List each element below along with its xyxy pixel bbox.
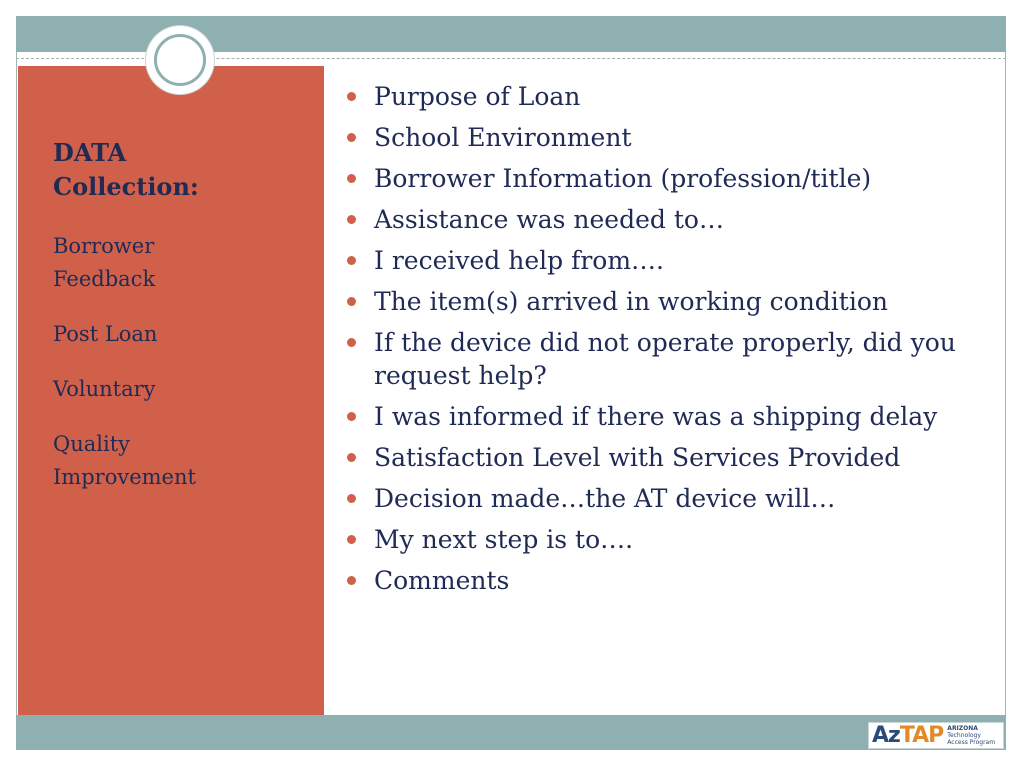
bullet-item bbox=[345, 523, 995, 556]
circle-ornament-inner bbox=[154, 34, 206, 86]
side-item-line: Feedback bbox=[53, 267, 156, 291]
bullet-item bbox=[345, 564, 995, 597]
bullet-item bbox=[345, 80, 995, 113]
bullet-text: School Environment bbox=[374, 123, 632, 152]
bullet-list bbox=[345, 80, 995, 605]
bullet-text: Satisfaction Level with Services Provided bbox=[374, 443, 901, 472]
bullet-text: Decision made…the AT device will… bbox=[374, 484, 836, 513]
circle-ornament-icon bbox=[146, 26, 214, 94]
bottom-band bbox=[16, 715, 1006, 750]
bullet-dot-icon bbox=[347, 494, 356, 503]
aztap-logo-text bbox=[943, 725, 995, 746]
bullet-item bbox=[345, 244, 995, 277]
bullet-item bbox=[345, 482, 995, 515]
bullet-dot-icon bbox=[347, 215, 356, 224]
bullet-item bbox=[345, 441, 995, 474]
bullet-dot-icon bbox=[347, 453, 356, 462]
bullet-dot-icon bbox=[347, 412, 356, 421]
bullet-text: My next step is to…. bbox=[374, 525, 634, 554]
bullet-item bbox=[345, 121, 995, 154]
aztap-logo bbox=[868, 722, 1004, 749]
bullet-text: The item(s) arrived in working condition bbox=[374, 287, 889, 316]
side-items bbox=[53, 230, 313, 516]
bullet-dot-icon bbox=[347, 174, 356, 183]
logo-line: ARIZONA bbox=[947, 725, 978, 732]
bullet-text: If the device did not operate properly, did you request help? bbox=[374, 328, 956, 390]
bullet-dot-icon bbox=[347, 92, 356, 101]
side-item bbox=[53, 230, 313, 296]
side-title bbox=[53, 136, 313, 204]
bullet-dot-icon bbox=[347, 297, 356, 306]
side-item-line: Quality bbox=[53, 432, 130, 456]
bullet-text: Borrower Information (profession/title) bbox=[374, 164, 872, 193]
bullet-text: Purpose of Loan bbox=[374, 82, 581, 111]
bullet-text: I received help from…. bbox=[374, 246, 664, 275]
bullet-dot-icon bbox=[347, 256, 356, 265]
bullet-item bbox=[345, 326, 995, 392]
logo-mark-az: Az bbox=[872, 723, 900, 748]
bullet-text: I was informed if there was a shipping delay bbox=[374, 402, 938, 431]
bullet-dot-icon bbox=[347, 338, 356, 347]
logo-line: Technology bbox=[947, 732, 981, 739]
side-item bbox=[53, 428, 313, 494]
logo-mark-tap: TAP bbox=[899, 723, 944, 748]
bullet-text: Assistance was needed to… bbox=[374, 205, 724, 234]
side-title-line2: Collection: bbox=[53, 172, 199, 201]
side-item-line: Voluntary bbox=[53, 377, 156, 401]
bullet-dot-icon bbox=[347, 535, 356, 544]
bullet-item bbox=[345, 162, 995, 195]
bullet-dot-icon bbox=[347, 576, 356, 585]
side-item bbox=[53, 373, 313, 406]
bullet-dot-icon bbox=[347, 133, 356, 142]
bullet-item bbox=[345, 203, 995, 236]
bullet-text: Comments bbox=[374, 566, 510, 595]
side-item-line: Improvement bbox=[53, 465, 196, 489]
aztap-logo-mark bbox=[869, 723, 943, 748]
side-item bbox=[53, 318, 313, 351]
bullet-item bbox=[345, 285, 995, 318]
side-title-line1: DATA bbox=[53, 138, 127, 167]
bullet-item bbox=[345, 400, 995, 433]
side-item-line: Post Loan bbox=[53, 322, 158, 346]
side-item-line: Borrower bbox=[53, 234, 155, 258]
logo-line: Access Program bbox=[947, 739, 996, 746]
